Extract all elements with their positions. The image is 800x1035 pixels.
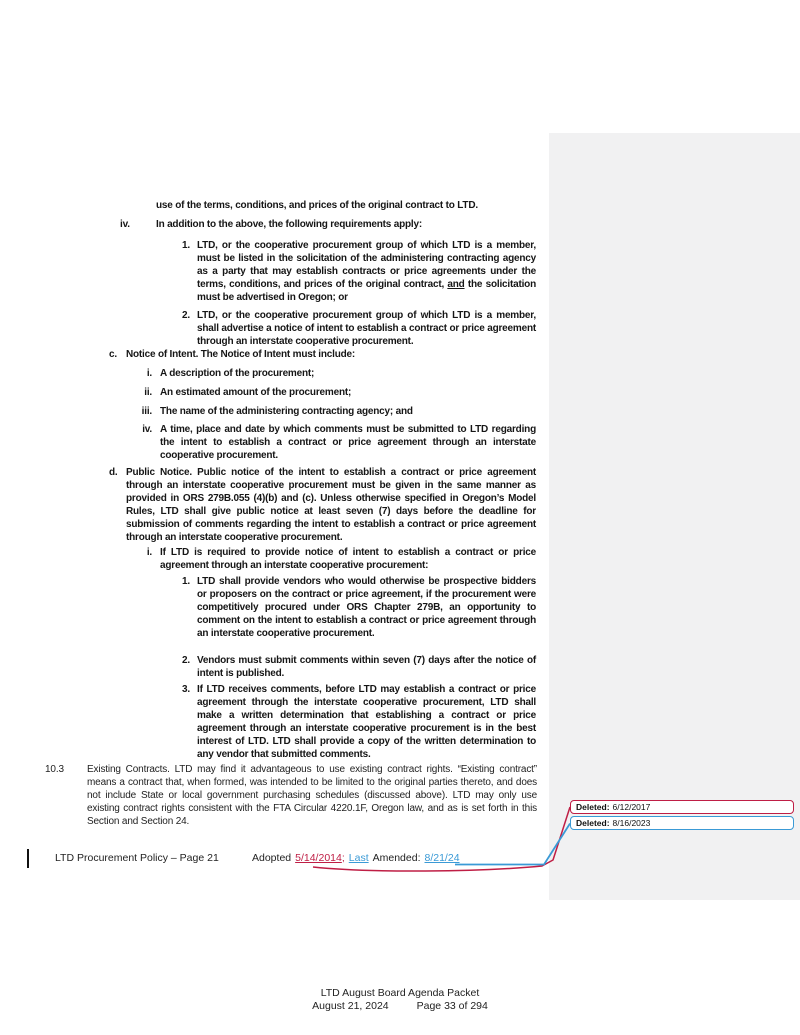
packet-footer-title: LTD August Board Agenda Packet [320,987,480,999]
list-item-d-i [0,547,560,573]
footer-adopted-amended [252,852,460,864]
list-item-2 [0,310,560,349]
list-item-text: If LTD receives comments, before LTD may establish a contract or price agreement through the interstate cooperative procurement, LTD shall make a written determination that establishing a contract or price agreement through an interstate cooperative procurement is in the best interest of LTD. LTD shall provide a copy of the written determination to any vendor that submitted comments. [197,684,536,760]
section-text: Existing Contracts. LTD may find it advantageous to use existing contract rights. “Existing contract” means a contract that, when formed, was intended to be limited to the original parties thereto, and does not include State or local government purchasing schedules (discussed above). LTD may only use existing contract rights consistent with the FTA Circular 4220.1F, Oregon law, and as is set forth in this Section and Section 24. [87,764,537,827]
list-item-c-ii [0,387,560,400]
list-label: ii. [144,387,152,398]
list-label: i. [146,368,152,379]
list-item-text: If LTD is required to provide notice of intent to establish a contract or price agreement through an interstate cooperative procurement: [160,547,536,571]
list-item-text: Notice of Intent. The Notice of Intent must include: [126,349,356,360]
packet-footer [0,987,800,1013]
list-item-text: Vendors must submit comments within seven (7) days after the notice of intent is published. [197,655,536,679]
section-10-3 [0,764,560,829]
list-label: iii. [141,406,152,417]
list-item-c [0,349,560,362]
list-item-d-i-3 [0,684,560,761]
tracked-change-balloon-deleted-1[interactable] [570,800,794,814]
list-label: iv. [120,219,130,230]
list-item-1 [0,240,560,305]
list-item-text: An estimated amount of the procurement; [160,387,352,398]
section-number: 10.3 [45,764,64,775]
list-item-d-i-1 [0,576,560,641]
list-item-text: The name of the administering contracting agency; and [160,406,413,417]
list-label: 3. [182,684,190,695]
list-item-c-iii [0,406,560,419]
list-item-d-i-2 [0,655,560,681]
text-post: the solicitation must be advertised in Oregon; or [197,278,536,303]
separator-inserted: ; [341,852,345,864]
list-item-c-i [0,368,560,381]
adopted-label: Adopted [252,852,292,864]
packet-footer-date: August 21, 2024 [312,1000,389,1012]
list-label: c. [109,349,117,360]
list-label: i. [146,547,152,558]
list-item-text: A description of the procurement; [160,368,315,379]
balloon-value: 6/12/2017 [612,802,651,812]
tracked-change-balloon-deleted-2[interactable] [570,816,794,830]
adopted-date-inserted: 5/14/2014 [295,852,342,864]
balloon-label: Deleted: [576,802,610,812]
markup-pane [549,133,800,900]
list-item-d [0,467,560,544]
paragraph-text: use of the terms, conditions, and prices of the original contract to LTD. [156,200,478,211]
list-label: 2. [182,655,190,666]
underlined-word: and [447,278,465,290]
list-label: 1. [182,576,190,587]
list-item-text [197,240,536,305]
list-item-text: LTD, or the cooperative procurement group of which LTD is a member, shall advertise a notice of intent to establish a contract or price agreement through an interstate cooperative procurement. [197,310,536,347]
list-item-text: In addition to the above, the following requirements apply: [156,219,422,230]
paragraph-intro [0,200,560,213]
list-label: d. [109,467,118,478]
amended-date-inserted: 8/21/24 [424,852,460,864]
list-label: 1. [182,240,190,251]
list-item-text: A time, place and date by which comments must be submitted to LTD regarding the intent to establish a contract or price agreement through an interstate cooperative procurement. [160,424,536,461]
footer-policy-title: LTD Procurement Policy – Page 21 [55,852,219,864]
change-bar [27,849,29,868]
balloon-value: 8/16/2023 [612,818,651,828]
text-pre: LTD, or the cooperative procurement group of which LTD is a member, must be listed in the solicitation of the administering contracting agency as a party that may establish contracts or price agreements under the terms, conditions, and prices of the original contract, [197,240,536,290]
list-item-text: Public Notice. Public notice of the intent to establish a contract or price agreement through an interstate cooperative procurement must be given in the same manner as provided in ORS 279B.055 (4)(b) and (c). Unless otherwise specified in Oregon’s Model Rules, LTD shall give public notice at least seven (7) days before the deadline for submission of comments regarding the intent to establish a contract or price agreement through an interstate cooperative procurement. [126,467,536,543]
balloon-label: Deleted: [576,818,610,828]
list-label: iv. [142,424,152,435]
list-item-iv [0,219,560,232]
amended-label: Amended: [372,852,421,864]
list-item-c-iv [0,424,560,463]
list-label: 2. [182,310,190,321]
packet-footer-page-number: Page 33 of 294 [416,1000,488,1012]
list-item-text: LTD shall provide vendors who would otherwise be prospective bidders or proposers on the contract or price agreement, if the procurement were competitively procured under ORS Chapter 279B, an opportunity to comment on the intent to establish a contract or price agreement through an interstate cooperative procurement. [197,576,536,639]
packet-footer-line2 [0,1000,800,1013]
last-word-inserted: Last [348,852,369,864]
